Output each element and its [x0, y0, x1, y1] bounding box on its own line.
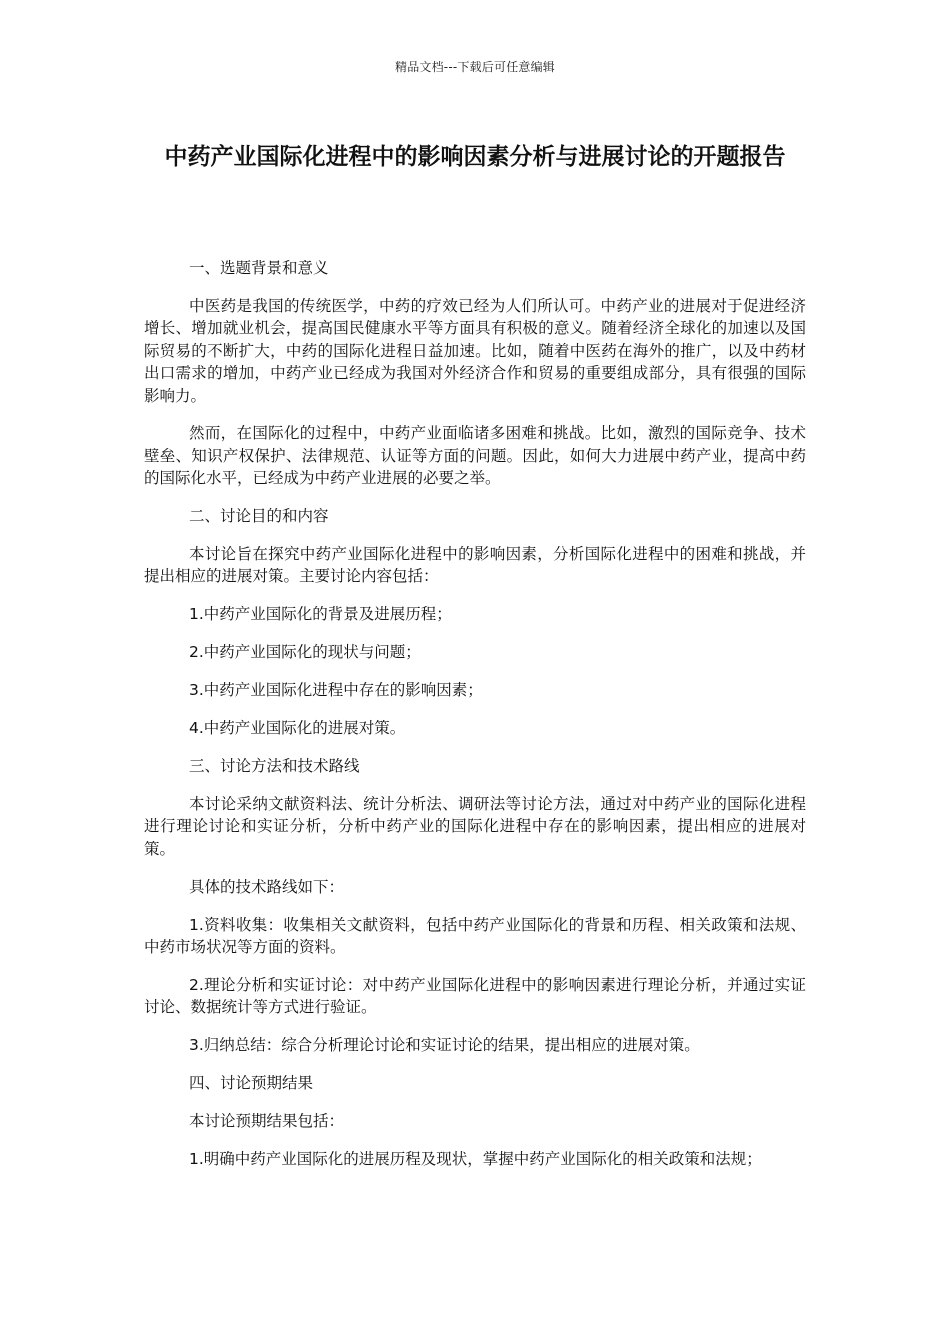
list-item-content-4: 4.中药产业国际化的进展对策。 — [189, 719, 406, 738]
list-item-content-3: 3.中药产业国际化进程中存在的影响因素； — [189, 681, 483, 700]
section-heading-results: 四、讨论预期结果 — [189, 1074, 314, 1093]
document-body — [144, 257, 806, 1186]
paragraph-results-intro: 本讨论预期结果包括： — [189, 1111, 345, 1130]
list-item-route-2: 2.理论分析和实证讨论：对中药产业国际化进程中的影响因素进行理论分析，并通过实证讨论、数据统计等方式进行验证。 — [144, 975, 806, 1017]
list-item-route-1: 1.资料收集：收集相关文献资料，包括中药产业国际化的背景和历程、相关政策和法规、中药市场状况等方面的资料。 — [144, 915, 806, 956]
section-heading-purpose: 二、讨论目的和内容 — [189, 507, 329, 526]
list-item-content-2: 2.中药产业国际化的现状与问题； — [189, 643, 421, 662]
paragraph-route-intro: 具体的技术路线如下： — [189, 877, 345, 896]
header-note: 精品文档---下载后可任意编辑 — [395, 60, 555, 74]
section-heading-background: 一、选题背景和意义 — [189, 259, 329, 277]
paragraph-purpose: 本讨论旨在探究中药产业国际化进程中的影响因素，分析国际化进程中的困难和挑战，并提出相应的进展对策。主要讨论内容包括： — [144, 545, 806, 586]
document-title: 中药产业国际化进程中的影响因素分析与进展讨论的开题报告 — [164, 144, 786, 170]
paragraph-background-1: 中医药是我国的传统医学，中药的疗效已经为人们所认可。中药产业的进展对于促进经济增长、增加就业机会，提高国民健康水平等方面具有积极的意义。随着经济全球化的加速以及国际贸易的不断扩大，中药的国际化进程日益加速。比如，随着中医药在海外的推广，以及中药材出口需求的增加，中药产业已经成为我国对外经济合作和贸易的重要组成部分，具有很强的国际影响力。 — [144, 296, 806, 405]
list-item-result-1: 1.明确中药产业国际化的进展历程及现状，掌握中药产业国际化的相关政策和法规； — [189, 1149, 762, 1168]
section-heading-methods: 三、讨论方法和技术路线 — [189, 757, 360, 775]
list-item-route-3: 3.归纳总结：综合分析理论讨论和实证讨论的结果，提出相应的进展对策。 — [189, 1036, 700, 1055]
paragraph-background-2: 然而，在国际化的过程中，中药产业面临诸多困难和挑战。比如，激烈的国际竞争、技术壁垒、知识产权保护、法律规范、认证等方面的问题。因此，如何大力进展中药产业，提高中药的国际化水平，已经成为中药产业进展的必要之举。 — [144, 424, 806, 488]
list-item-content-1: 1.中药产业国际化的背景及进展历程； — [189, 605, 452, 624]
paragraph-methods: 本讨论采纳文献资料法、统计分析法、调研法等讨论方法，通过对中药产业的国际化进程进行理论讨论和实证分析，分析中药产业的国际化进程中存在的影响因素，提出相应的进展对策。 — [144, 794, 806, 858]
